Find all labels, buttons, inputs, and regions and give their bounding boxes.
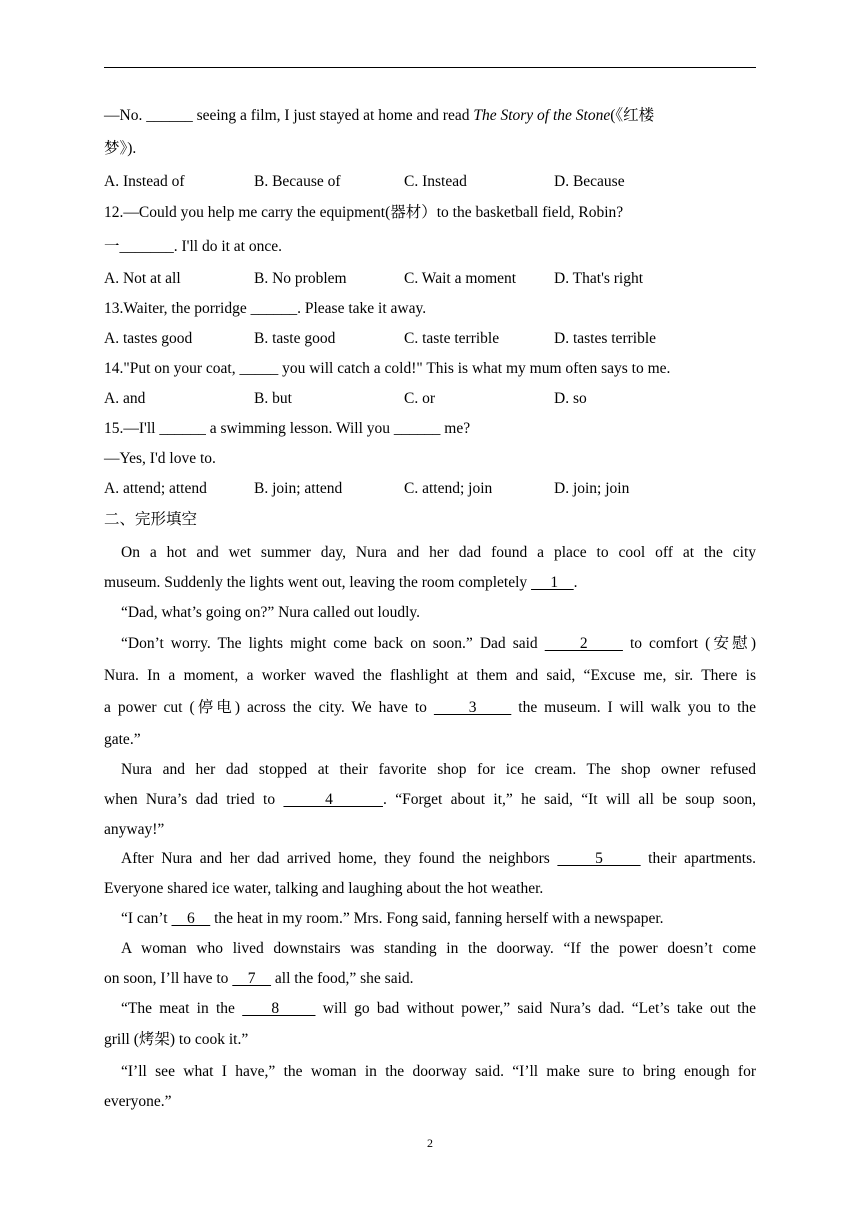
section-heading: 二、完形填空	[104, 511, 198, 528]
q12-line1: 12.—Could you help me carry the equipment(器材）to the basketball field, Robin?	[104, 204, 624, 221]
q12-options	[104, 269, 756, 289]
option-c: C. attend; join	[404, 480, 493, 497]
option-b: B. but	[254, 390, 292, 407]
cloze-line: Nura and her dad stopped at their favorite shop for ice cream. The shop owner refused	[121, 761, 756, 778]
option-a: A. Instead of	[104, 173, 185, 190]
option-c: C. Wait a moment	[404, 270, 517, 287]
option-a: A. Not at all	[104, 270, 181, 287]
q15-options	[104, 479, 756, 499]
blank-1: 1	[531, 574, 574, 591]
option-b: B. taste good	[254, 330, 336, 347]
blank-5: 5	[557, 850, 641, 867]
cloze-line: “The meat in the 8 will go bad without power,” said Nura’s dad. “Let’s take out the	[121, 1000, 757, 1017]
header-rule	[104, 67, 756, 68]
q14-options	[104, 389, 756, 409]
cloze-line: on soon, I’ll have to 7 all the food,” she said.	[104, 970, 414, 987]
q13-line1: 13.Waiter, the porridge ______. Please take it away.	[104, 300, 427, 317]
blank-3: 3	[433, 699, 512, 716]
cloze-line: “I’ll see what I have,” the woman in the doorway said. “I’ll make sure to bring enough for	[121, 1063, 756, 1080]
cloze-line: museum. Suddenly the lights went out, leaving the room completely 1 .	[104, 574, 578, 591]
q15-line1: 15.—I'll ______ a swimming lesson. Will you ______ me?	[104, 420, 471, 437]
option-d: D. join; join	[554, 480, 630, 497]
option-d: D. That's right	[554, 270, 644, 287]
cloze-line: anyway!”	[104, 821, 165, 838]
cloze-line: Nura. In a moment, a worker waved the flashlight at them and said, “Excuse me, sir. There is	[104, 667, 756, 684]
cloze-line: “Don’t worry. The lights might come back on soon.” Dad said 2 to comfort (安慰)	[121, 635, 756, 652]
cloze-line: a power cut (停电) across the city. We have to 3 the museum. I will walk you to the	[104, 699, 757, 716]
cloze-line: gate.”	[104, 731, 141, 748]
option-a: A. attend; attend	[104, 480, 207, 497]
blank-7: 7	[232, 970, 272, 987]
cloze-line: A woman who lived downstairs was standing in the doorway. “If the power doesn’t come	[121, 940, 756, 957]
q13-options	[104, 329, 756, 349]
book-title: The Story of the Stone	[473, 107, 611, 124]
option-c: C. or	[404, 390, 435, 407]
q12-line2: 一_______. I'll do it at once.	[104, 238, 283, 255]
blank-6: 6	[171, 910, 211, 927]
q15-line2: —Yes, I'd love to.	[104, 450, 216, 467]
cloze-line: grill (烤架) to cook it.”	[104, 1031, 249, 1048]
q11-line2: 梦》).	[104, 140, 137, 157]
option-a: A. and	[104, 390, 146, 407]
cloze-line: “I can’t 6 the heat in my room.” Mrs. Fong said, fanning herself with a newspaper.	[121, 910, 664, 927]
cloze-line: After Nura and her dad arrived home, they found the neighbors 5 their apartments.	[121, 850, 757, 867]
option-b: B. Because of	[254, 173, 341, 190]
option-c: C. taste terrible	[404, 330, 500, 347]
option-d: D. so	[554, 390, 587, 407]
option-d: D. tastes terrible	[554, 330, 657, 347]
option-a: A. tastes good	[104, 330, 193, 347]
cloze-line: everyone.”	[104, 1093, 172, 1110]
option-d: D. Because	[554, 173, 625, 190]
option-b: B. No problem	[254, 270, 347, 287]
cloze-line: Everyone shared ice water, talking and laughing about the hot weather.	[104, 880, 544, 897]
q14-line1: 14."Put on your coat, _____ you will catch a cold!" This is what my mum often says to me.	[104, 360, 671, 377]
option-c: C. Instead	[404, 173, 467, 190]
q11-line1: —No. ______ seeing a film, I just stayed at home and read The Story of the Stone(《红楼	[104, 107, 655, 124]
q11-options	[104, 172, 756, 192]
page-number: 2	[427, 1136, 433, 1150]
blank-8: 8	[242, 1000, 316, 1017]
cloze-line: when Nura’s dad tried to 4 . “Forget about it,” he said, “It will all be soup soon,	[104, 791, 756, 808]
option-b: B. join; attend	[254, 480, 343, 497]
cloze-line: “Dad, what’s going on?” Nura called out loudly.	[121, 604, 421, 621]
cloze-line: On a hot and wet summer day, Nura and her dad found a place to cool off at the city	[121, 544, 756, 561]
blank-2: 2	[544, 635, 623, 652]
blank-4: 4	[283, 791, 383, 808]
